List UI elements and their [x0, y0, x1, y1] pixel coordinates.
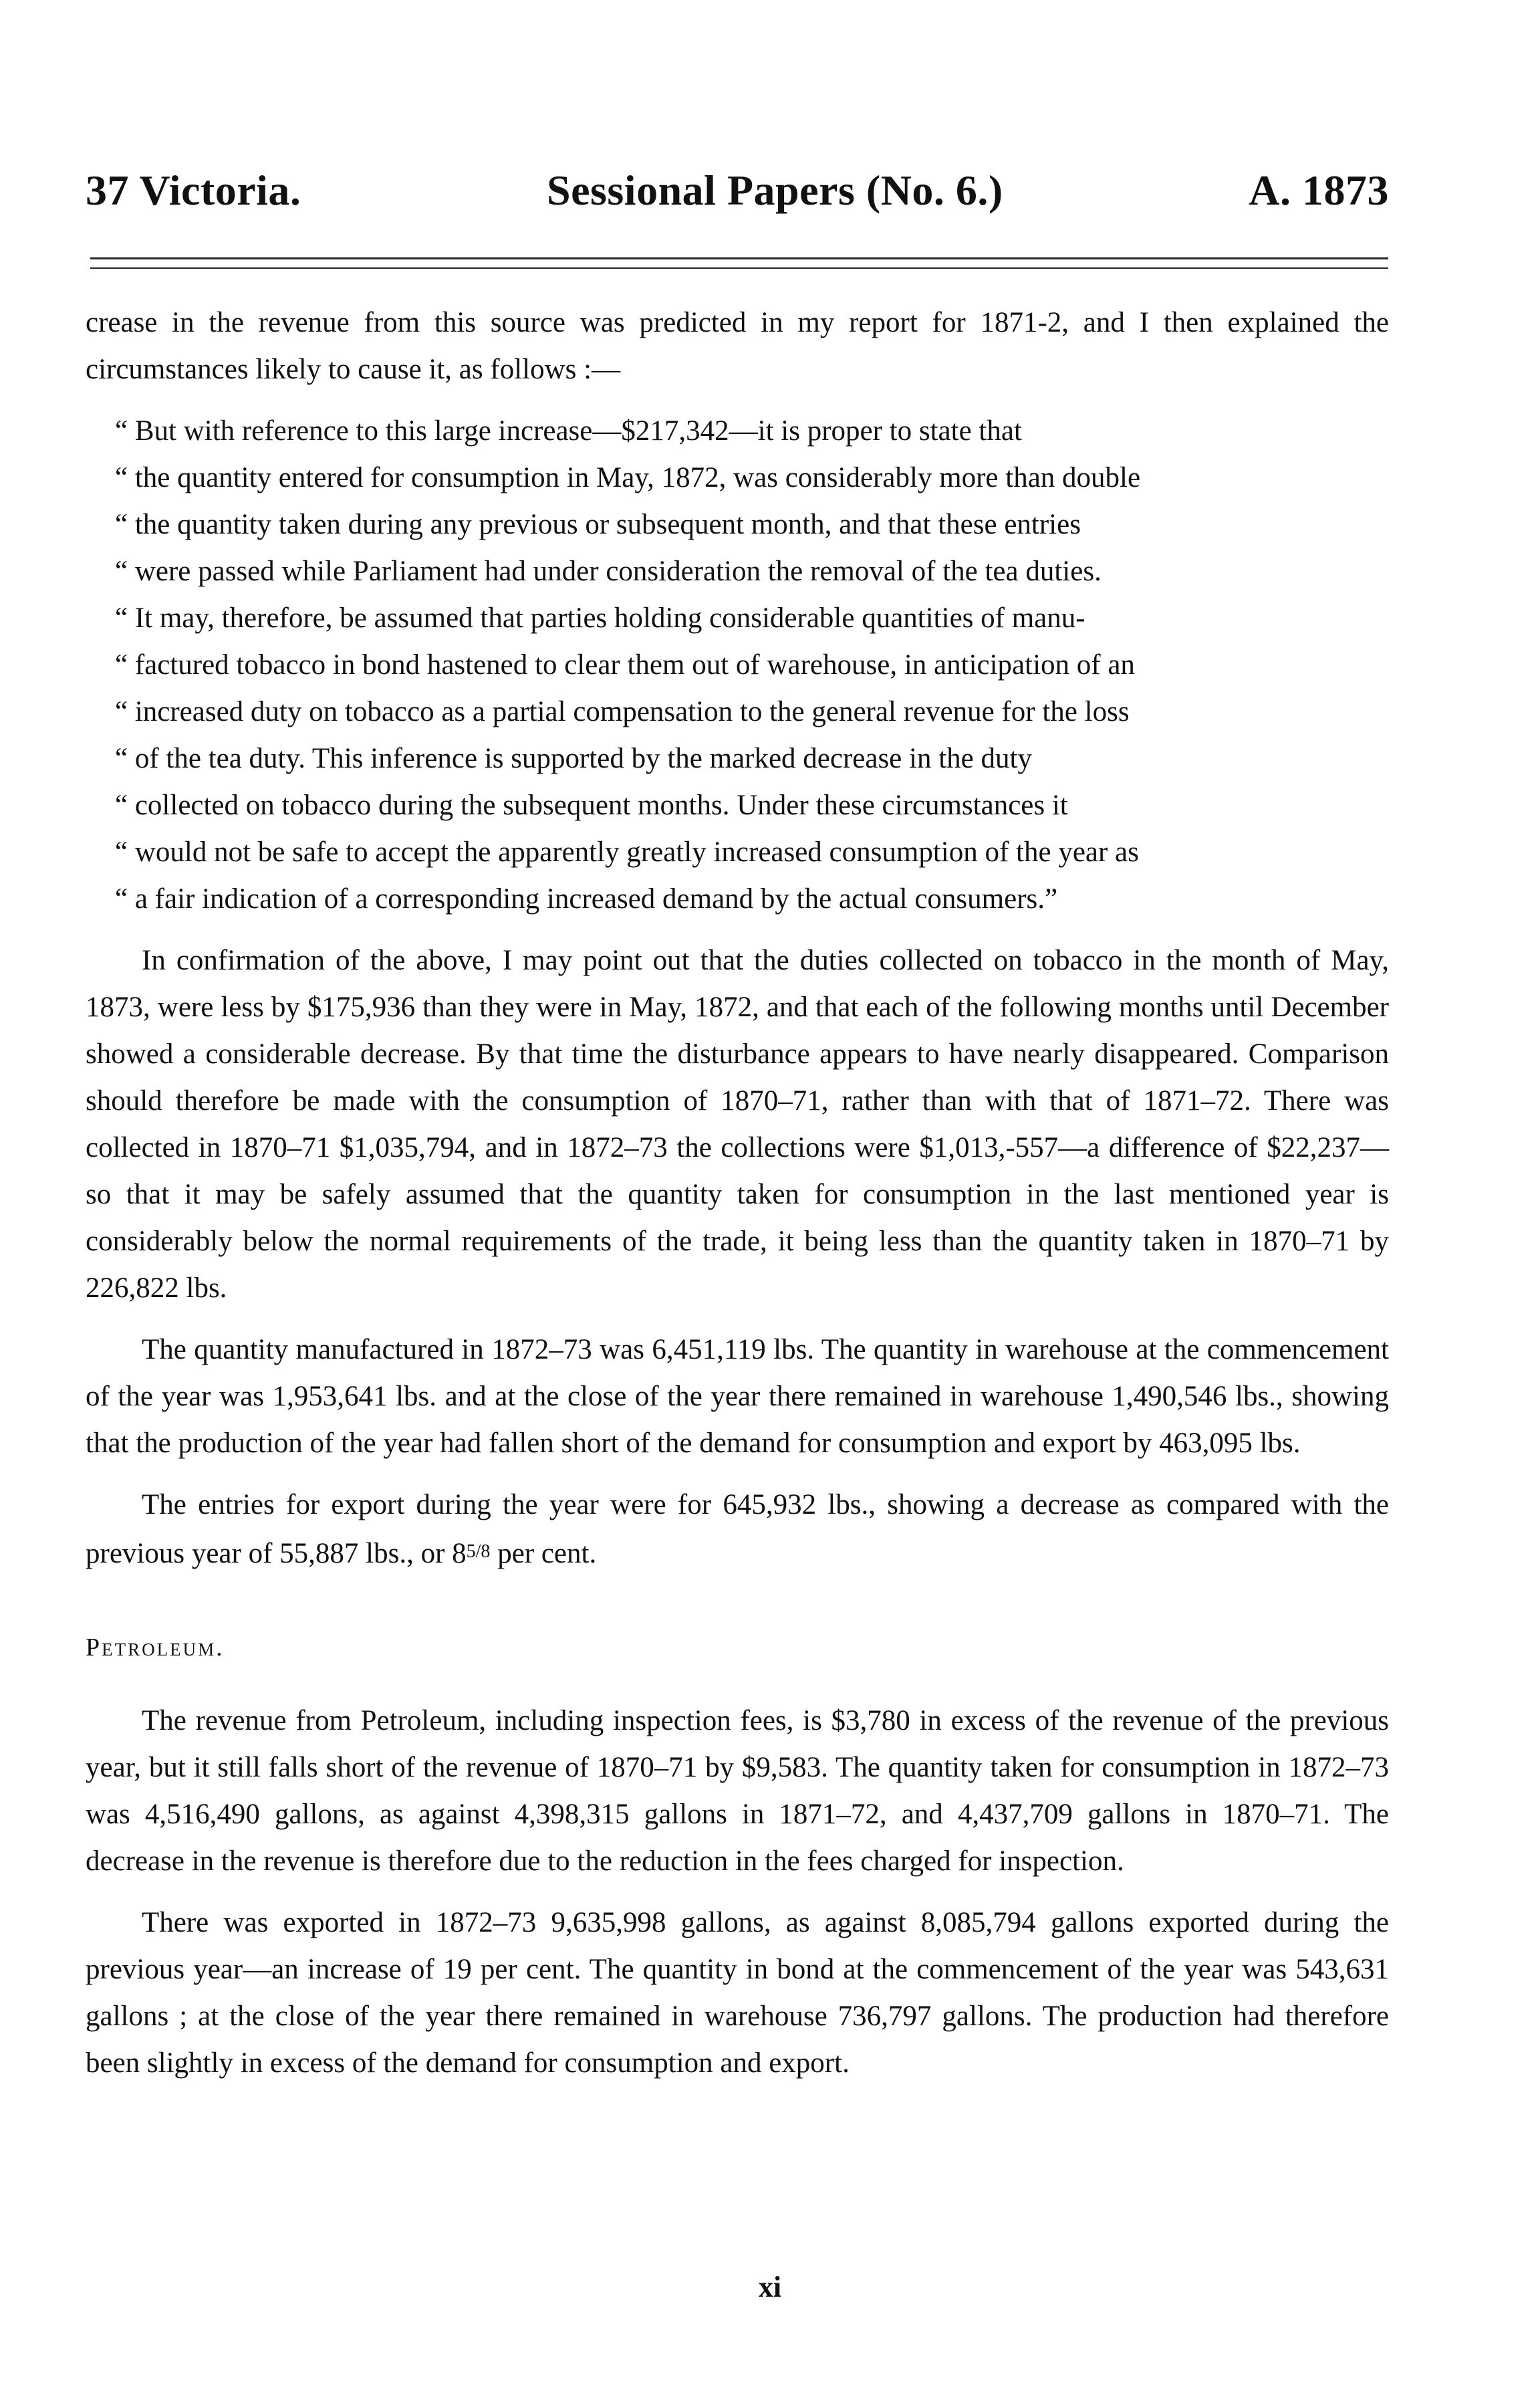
quote-line: “ factured tobacco in bond hastened to clear them out of warehouse, in anticipation of an	[115, 649, 1135, 681]
paragraph-tobacco-confirmation: In confirmation of the above, I may point out that the duties collected on tobacco in the month of May, 1873, were less by $175,936 than they were in May, 1872, and that each of the following months until December showed a considerable decrease. By that time the disturbance appears to have nearly disappeared. Comparison should therefore be made with the consumption of 1870–71, rather than with that of 1871–72. There was collected in 1870–71 $1,035,794, and in 1872–73 the collections were $1,013,-557—a difference of $22,237—so that it may be safely assumed that the quantity taken for consumption in the last mentioned year is considerably below the normal requirements of the trade, it being less than the quantity taken in 1870–71 by 226,822 lbs.	[86, 945, 1389, 1304]
quote-line: “ It may, therefore, be assumed that parties holding considerable quantities of manu-	[115, 602, 1085, 634]
export-text-end: per cent.	[490, 1538, 597, 1569]
paragraph-petroleum-revenue: The revenue from Petroleum, including inspection fees, is $3,780 in excess of the revenue of the previous year, but it still falls short of the revenue of 1870–71 by $9,583. The quantity taken for consumption in 1872–73 was 4,516,490 gallons, as against 4,398,315 gallons in 1871–72, and 4,437,709 gallons in 1870–71. The decrease in the revenue is therefore due to the reduction in the fees charged for inspection.	[86, 1705, 1389, 1877]
paragraph-tobacco-manufacture: The quantity manufactured in 1872–73 was 6,451,119 lbs. The quantity in warehouse at the commencement of the year was 1,953,641 lbs. and at the close of the year there remained in warehouse 1,490,546 lbs., showing that the production of the year had fallen short of the demand for consumption and export by 463,095 lbs.	[86, 1334, 1389, 1459]
export-text: The entries for export during the year were for 645,932 lbs., showing a decrease as compared with the previous year of 55,887 lbs., or 8	[86, 1489, 1389, 1569]
body-text	[86, 300, 1389, 2087]
header-rule-bottom	[90, 267, 1388, 269]
header-title: Sessional Papers (No. 6.)	[546, 166, 1003, 214]
header-year: A. 1873	[1249, 166, 1389, 214]
section-heading-petroleum: Petroleum.	[86, 1633, 225, 1662]
paragraph-continuation: crease in the revenue from this source was predicted in my report for 1871-2, and I then explained the circumstances likely to cause it, as follows :—	[86, 307, 1389, 385]
quote-line: “ would not be safe to accept the apparently greatly increased consumption of the year as	[115, 836, 1139, 868]
quote-line: “ of the tea duty. This inference is supported by the marked decrease in the duty	[115, 743, 1032, 774]
quote-line: “ increased duty on tobacco as a partial compensation to the general revenue for the loss	[115, 696, 1130, 727]
quote-line: “ were passed while Parliament had under consideration the removal of the tea duties.	[115, 556, 1102, 587]
paragraph-tobacco-export	[86, 1482, 1389, 1577]
quote-line: “ collected on tobacco during the subsequent months. Under these circumstances it	[115, 790, 1068, 821]
quote-line: “ a fair indication of a corresponding increased demand by the actual consumers.”	[115, 883, 1058, 915]
quote-line: “ But with reference to this large increase—$217,342—it is proper to state that	[115, 415, 1022, 447]
header-rule-top	[90, 257, 1388, 259]
paragraph-petroleum-export: There was exported in 1872–73 9,635,998 gallons, as against 8,085,794 gallons exported during the previous year—an increase of 19 per cent. The quantity in bond at the commencement of the year was 543,631 gallons ; at the close of the year there remained in warehouse 736,797 gallons. The production had therefore been slightly in excess of the demand for consumption and export.	[86, 1907, 1389, 2079]
page-number: xi	[758, 2271, 782, 2303]
fraction: 5/8	[466, 1541, 491, 1562]
quote-line: “ the quantity taken during any previous or subsequent month, and that these entries	[115, 509, 1081, 540]
quote-line: “ the quantity entered for consumption in May, 1872, was considerably more than double	[115, 462, 1141, 493]
block-quote	[86, 408, 1389, 923]
header-volume: 37 Victoria.	[86, 166, 301, 214]
running-header	[86, 166, 1389, 215]
